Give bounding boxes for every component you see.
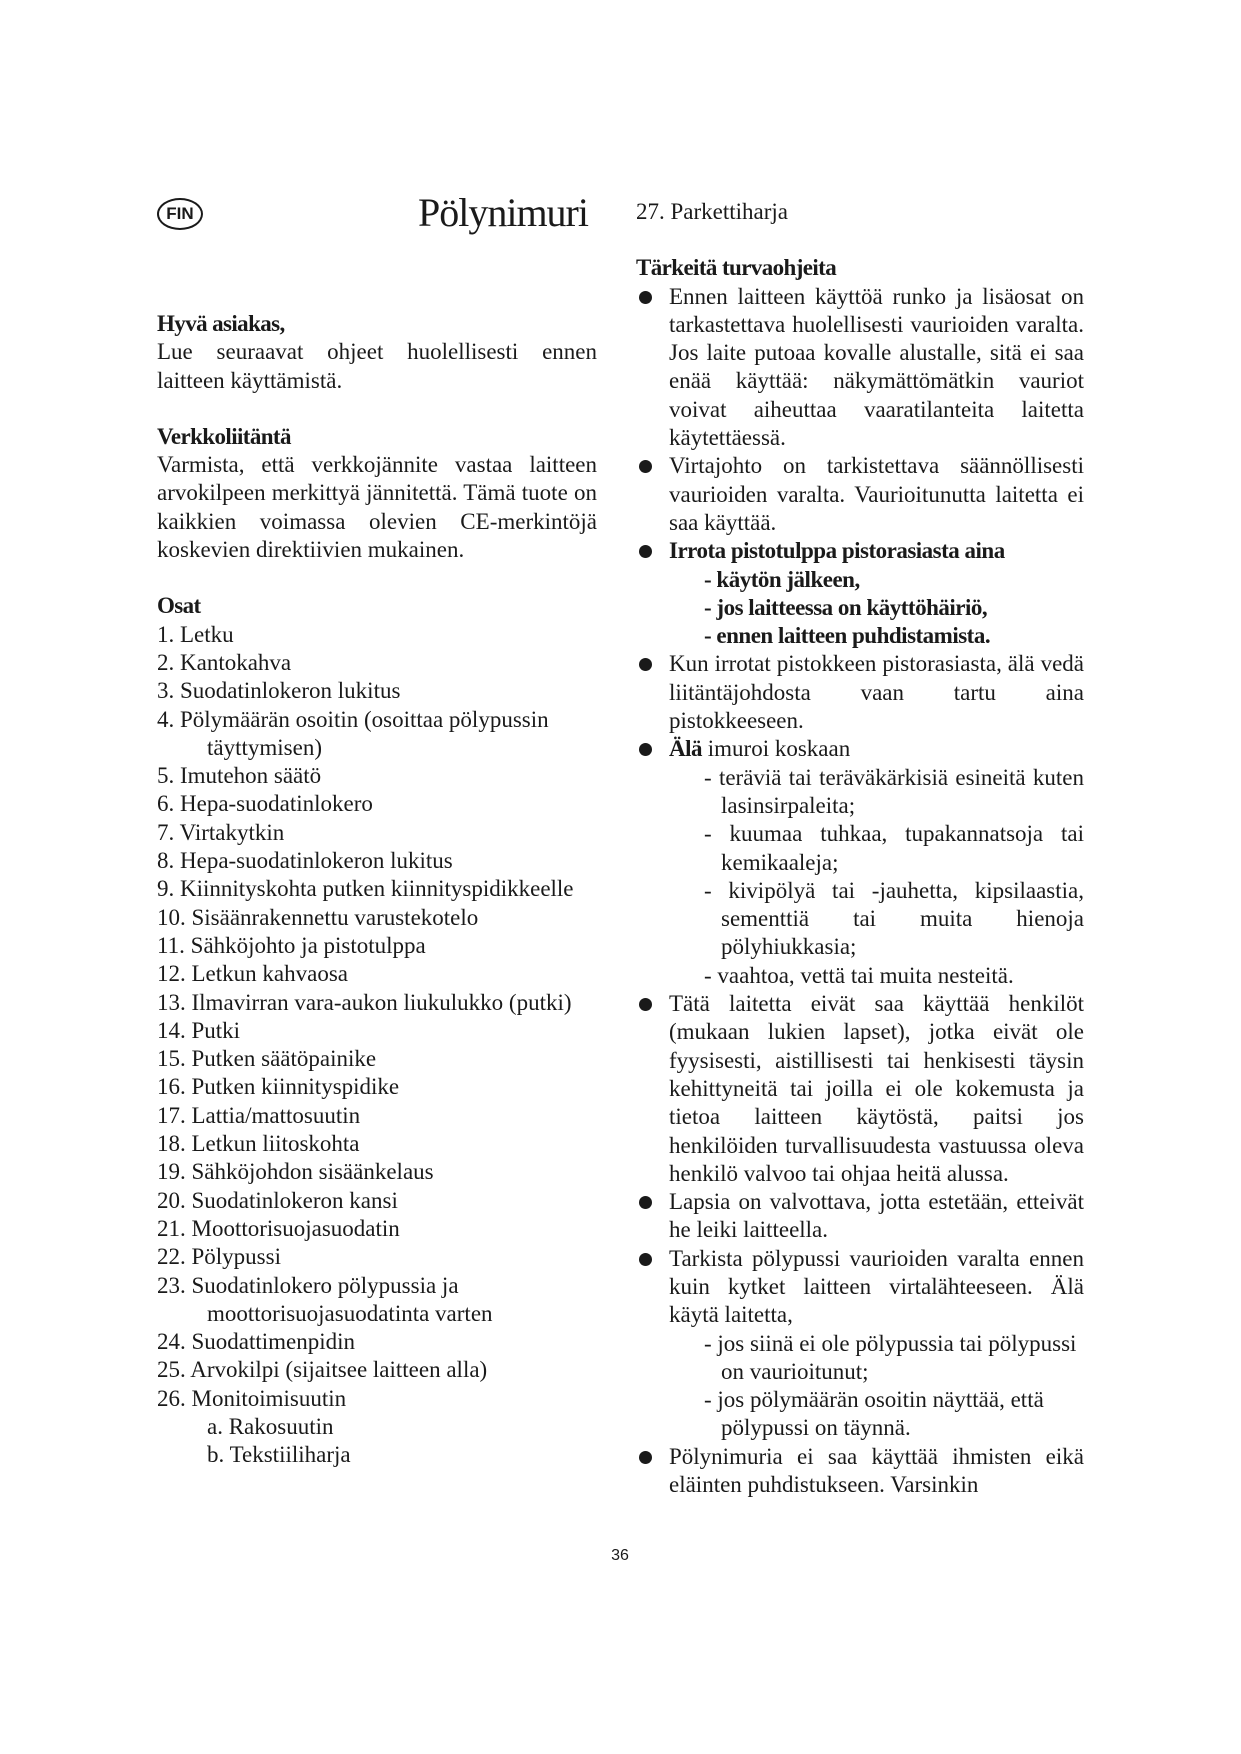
safety-item-text: Virtajohto on tarkistettava säännöllisesti vaurioiden varalta. Vaurioitunutta laitetta ei saa käyttää.	[669, 453, 1084, 535]
greeting-heading: Hyvä asiakas,	[157, 311, 285, 336]
parts-list-item: 10. Sisäänrakennettu varustekotelo	[157, 904, 479, 930]
parts-list-item: 26. Monitoimisuutin	[157, 1385, 347, 1411]
never-sub-list	[669, 764, 1084, 990]
nozzle-sub-item: b. Tekstiiliharja	[207, 1442, 351, 1468]
parts-list-item: 19. Sähköjohdon sisäänkelaus	[157, 1159, 434, 1185]
safety-item	[636, 735, 1084, 990]
never-sub-item: - teräviä tai teräväkärkisiä esineitä kuten lasinsirpaleita;	[704, 764, 1084, 818]
intro-text: Lue seuraavat ohjeet huolellisesti ennen laitteen käyttämistä.	[157, 339, 597, 393]
mains-text: Varmista, että verkkojännite vastaa laitteen arvokilpeen merkittyä jännitettä. Tämä tuote on kaikkien voimassa olevien CE-merkintöjä koskevien direktiivien mukainen.	[157, 452, 597, 563]
bullet-icon	[639, 998, 652, 1011]
parts-list-item: 12. Letkun kahvaosa	[157, 961, 348, 987]
parts-list-item-last: 27. Parkettiharja	[636, 199, 789, 224]
parts-list-item: 2. Kantokahva	[157, 649, 292, 675]
safety-item-text	[669, 735, 1084, 763]
dustbag-sub-item: - jos pölymäärän osoitin näyttää, että pölypussi on täynnä.	[704, 1387, 1044, 1441]
safety-item-text: Tätä laitetta eivät saa käyttää henkilöt (mukaan lukien lapset), jotka eivät ole fyysisesti, aistillisesti tai henkisesti täysin kehittyneitä tai joilla ei ole kokemusta ja tietoa laitteen käytöstä, paitsi jos henkilöiden turvallisuudesta vastuussa oleva henkilö valvoo tai ohjaa heitä alussa.	[669, 991, 1084, 1186]
parts-heading: Osat	[157, 593, 201, 619]
safety-list	[636, 283, 1084, 1500]
left-column	[157, 310, 597, 1470]
page-title: Pölynimuri	[417, 190, 588, 235]
safety-item-text: Tarkista pölypussi vaurioiden varalta ennen kuin kytket laitteen virtalähteeseen. Älä käytä laitetta,	[669, 1245, 1084, 1328]
page-number: 36	[611, 1547, 629, 1564]
unplug-sub-item: - käytön jälkeen,	[704, 566, 860, 592]
safety-item	[636, 1188, 1084, 1245]
safety-item	[636, 537, 1084, 650]
parts-list-item: 18. Letkun liitoskohta	[157, 1131, 360, 1157]
parts-list-item: 25. Arvokilpi (sijaitsee laitteen alla)	[157, 1357, 488, 1383]
safety-item	[636, 1443, 1084, 1500]
language-badge: FIN	[157, 198, 203, 230]
safety-item-text: Kun irrotat pistokkeen pistorasiasta, älä vedä liitäntäjohdosta vaan tartu aina pistokkeeseen.	[669, 651, 1084, 734]
bullet-icon	[639, 1253, 652, 1266]
parts-list-item: 3. Suodatinlokeron lukitus	[157, 678, 401, 704]
parts-list-item: 21. Moottorisuojasuodatin	[157, 1215, 400, 1241]
parts-list-item: 4. Pölymäärän osoitin (osoittaa pölypussin täyttymisen)	[157, 706, 549, 760]
safety-item-text: Irrota pistotulppa pistorasiasta aina	[669, 538, 1005, 564]
safety-item	[636, 452, 1084, 537]
right-column	[636, 198, 1084, 1499]
bullet-icon	[639, 291, 652, 304]
parts-list-item: 23. Suodatinlokero pölypussia ja moottorisuojasuodatinta varten	[157, 1272, 493, 1326]
parts-list-item: 7. Virtakytkin	[157, 819, 285, 845]
safety-item-text: Pölynimuria ei saa käyttää ihmisten eikä eläinten puhdistukseen. Varsinkin	[669, 1443, 1084, 1498]
parts-list-item: 22. Pölypussi	[157, 1244, 281, 1270]
parts-list-item: 13. Ilmavirran vara-aukon liukulukko (putki)	[157, 989, 572, 1015]
parts-list-item: 6. Hepa-suodatinlokero	[157, 791, 373, 817]
unplug-sub-item: - ennen laitteen puhdistamista.	[704, 623, 991, 649]
parts-list-item: 24. Suodattimenpidin	[157, 1329, 356, 1355]
bullet-icon	[639, 743, 652, 756]
bullet-icon	[639, 460, 652, 473]
parts-list-item: 20. Suodatinlokeron kansi	[157, 1187, 398, 1213]
parts-list-item: 11. Sähköjohto ja pistotulppa	[157, 932, 426, 958]
bullet-icon	[639, 1451, 652, 1464]
parts-list-item: 5. Imutehon säätö	[157, 763, 322, 789]
unplug-sub-list	[669, 566, 1084, 651]
safety-item-text: Ennen laitteen käyttöä runko ja lisäosat on tarkastettava huolellisesti vaurioiden varalta. Jos laite putoaa kovalle alustalle, sitä ei saa enää käyttää: näkymättömätkin vauriot voivat aiheuttaa vaaratilanteita laitetta käytettäessä.	[669, 283, 1084, 451]
parts-list	[157, 621, 597, 1413]
parts-list-item: 15. Putken säätöpainike	[157, 1046, 377, 1072]
parts-list-item: 14. Putki	[157, 1017, 241, 1043]
safety-item	[636, 990, 1084, 1188]
never-sub-item: - vaahtoa, vettä tai muita nesteitä.	[704, 962, 1014, 988]
nozzle-sub-list	[157, 1413, 597, 1470]
unplug-sub-item: - jos laitteessa on käyttöhäiriö,	[704, 594, 988, 620]
safety-item-text: Lapsia on valvottava, jotta estetään, etteivät he leiki laitteella.	[669, 1189, 1084, 1243]
safety-item	[636, 283, 1084, 453]
mains-heading: Verkkoliitäntä	[157, 423, 291, 449]
bullet-icon	[639, 658, 652, 671]
never-text: imuroi koskaan	[702, 736, 851, 762]
bullet-icon	[639, 1196, 652, 1209]
parts-list-item: 9. Kiinnityskohta putken kiinnityspidikkeelle	[157, 876, 574, 902]
safety-heading: Tärkeitä turvaohjeita	[636, 255, 837, 281]
safety-item	[636, 1245, 1084, 1443]
parts-list-item: 17. Lattia/mattosuutin	[157, 1102, 361, 1128]
never-sub-item: - kivipölyä tai -jauhetta, kipsilaastia, sementtiä tai muita hienoja pölyhiukkasia;	[704, 877, 1084, 960]
dustbag-sub-list	[669, 1330, 1084, 1443]
never-label: Älä	[669, 736, 702, 762]
dustbag-sub-item: - jos siinä ei ole pölypussia tai pölypussi on vaurioitunut;	[704, 1330, 1077, 1384]
nozzle-sub-item: a. Rakosuutin	[207, 1413, 334, 1439]
parts-list-item: 1. Letku	[157, 621, 234, 647]
parts-list-item: 8. Hepa-suodatinlokeron lukitus	[157, 848, 453, 874]
bullet-icon	[639, 545, 652, 558]
safety-item	[636, 650, 1084, 735]
parts-list-item: 16. Putken kiinnityspidike	[157, 1074, 400, 1100]
never-sub-item: - kuumaa tuhkaa, tupakannatsoja tai kemikaaleja;	[704, 821, 1084, 875]
